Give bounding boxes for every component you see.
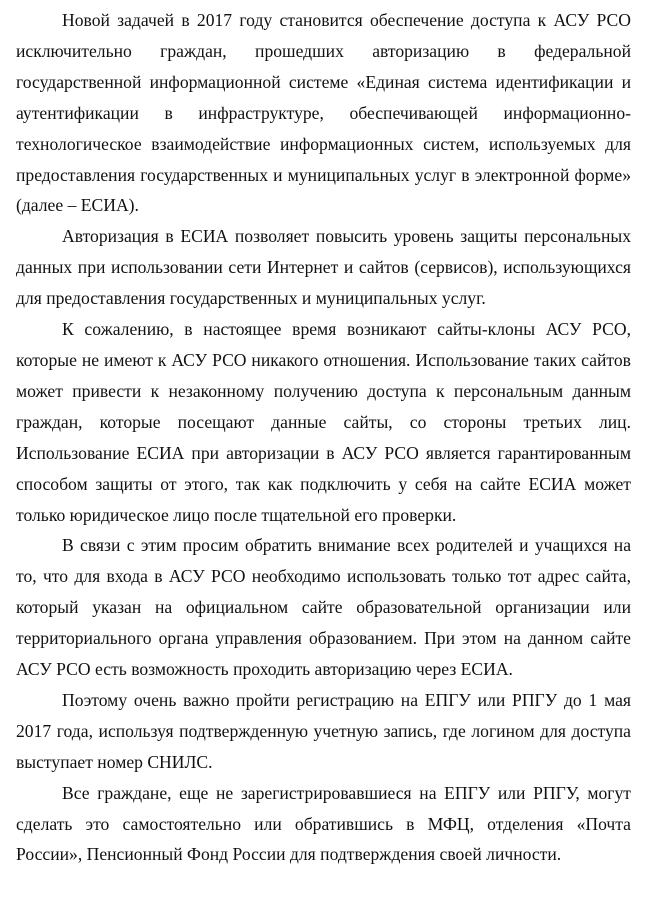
paragraph-clone-sites: К сожалению, в настоящее время возникают сайты-клоны АСУ РСО, которые не имеют к АСУ РСО никакого отношения. Использование таких сайтов может привести к незаконному получению доступа к персональным данным граждан, которые посещают данные сайты, со стороны третьих лиц. Использование ЕСИА при авторизации в АСУ РСО является гарантированным способом защиты от этого, так как подключить у себя на сайте ЕСИА может только юридическое лицо после тщательной его проверки. xyxy=(16,319,631,525)
paragraph-registration-options: Все граждане, еще не зарегистрировавшиеся на ЕПГУ или РПГУ, могут сделать это самостоятельно или обратившись в МФЦ, отделения «Почта России», Пенсионный Фонд России для подтверждения своей личности. xyxy=(16,782,631,865)
paragraph-esia-protection: Авторизация в ЕСИА позволяет повысить уровень защиты персональных данных при использовании сети Интернет и сайтов (сервисов), использующихся для предоставления государственных и муниципальных услуг. xyxy=(16,226,631,309)
paragraph-esia-task: Новой задачей в 2017 году становится обеспечение доступа к АСУ РСО исключительно граждан, прошедших авторизацию в федеральной государственной информационной системе «Единая система идентификации и аутентификации в инфраструктуре, обеспечивающей информационно-технологическое взаимодействие информационных систем, используемых для предоставления государственных и муниципальных услуг в электронной форме» (далее – ЕСИА). xyxy=(16,10,631,216)
paragraph-official-address: В связи с этим просим обратить внимание всех родителей и учащихся на то, что для входа в АСУ РСО необходимо использовать только тот адрес сайта, который указан на официальном сайте образовательной организации или территориального органа управления образованием. При этом на данном сайте АСУ РСО есть возможность проходить авторизацию через ЕСИА. xyxy=(16,535,631,680)
paragraph-registration-deadline: Поэтому очень важно пройти регистрацию на ЕПГУ или РПГУ до 1 мая 2017 года, используя подтвержденную учетную запись, где логином для доступа выступает номер СНИЛС. xyxy=(16,689,631,772)
